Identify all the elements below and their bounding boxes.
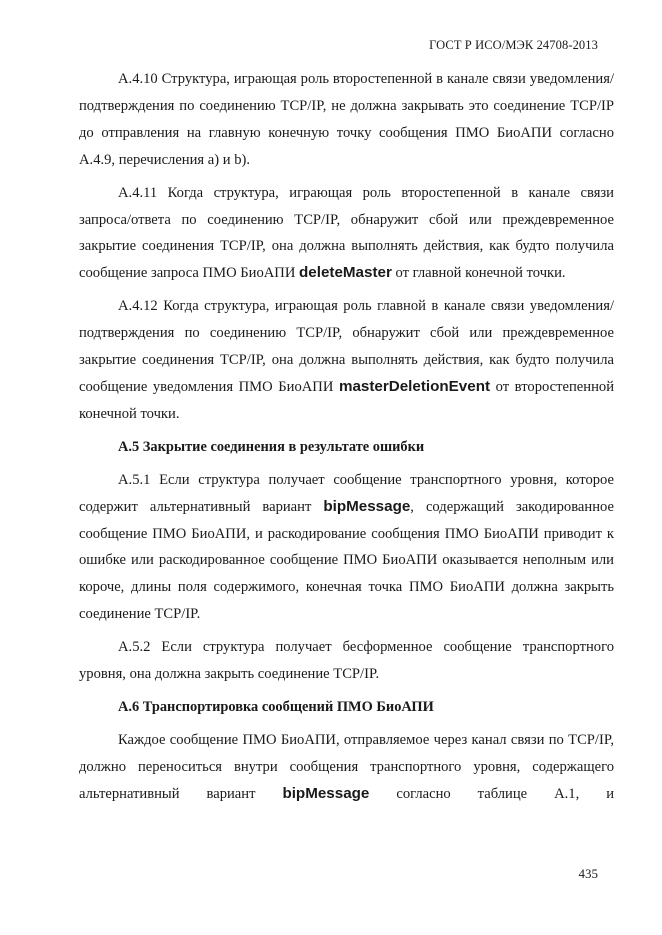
- paragraph-text: А.4.12 Когда структура, играющая роль главной в канале связи уведомления/подтверждения по соединению TCP/IP, обнаружит сбой или преждевременное закрытие соединения TCP/IP, она должна выполнять действия, как будто получила сообщение уведомления ПМО БиоАПИ: [79, 298, 614, 395]
- paragraph-a5-2: [79, 634, 614, 688]
- page-number: 435: [578, 866, 598, 881]
- paragraph-text: А.5.1 Если структура получает сообщение транспортного уровня, которое содержит альтернативный вариант: [79, 471, 614, 515]
- paragraph-a6: [79, 727, 614, 808]
- section-heading-a6: А.6 Транспортировка сообщений ПМО БиоАПИ: [118, 698, 434, 715]
- paragraph-text: А.5.2 Если структура получает бесформенное сообщение транспортного уровня, она должна закрыть соединение TCP/IP.: [79, 639, 614, 683]
- paragraph-text: согласно таблице А.1, и: [369, 785, 615, 802]
- section-heading-a5: А.5 Закрытие соединения в результате ошибки: [118, 438, 425, 455]
- code-term-bipmessage: bipMessage: [282, 784, 370, 802]
- paragraph-text: Каждое сообщение ПМО БиоАПИ, отправляемое через канал связи по TCP/IP, должно переноситься внутри сообщения транспортного уровня, содержащего альтернативный вариант: [79, 731, 614, 802]
- paragraph-text: А.4.11 Когда структура, играющая роль второстепенной в канале связи запроса/ответа по соединению TCP/IP, обнаружит сбой или преждевременное закрытие соединения TCP/IP, она должна выполнять действия, как будто получила сообщение запроса ПМО БиоАПИ: [79, 184, 614, 282]
- paragraph-a5-1: [79, 467, 614, 628]
- paragraph-text: А.4.10 Структура, играющая роль второстепенной в канале связи уведомления/подтверждения по соединению TCP/IP, не должна закрывать это соединение TCP/IP до отправления на главную конечную точку сообщения ПМО БиоАПИ согласно А.4.9, перечисления а) и b).: [79, 71, 614, 168]
- paragraph-text: , содержащий закодированное сообщение ПМО БиоАПИ, и раскодирование сообщения ПМО БиоАПИ приводит к ошибке или раскодированное сообщение ПМО БиоАПИ оказывается неполным или короче, длины поля содержимого, конечная точка ПМО БиоАПИ должна закрыть соединение TCP/IP.: [79, 498, 614, 623]
- code-term-masterdeletionevent: masterDeletionEvent: [338, 377, 491, 395]
- paragraph-text: от главной конечной точки.: [391, 265, 566, 282]
- paragraph-a4-11: [79, 180, 614, 288]
- paragraph-a4-10: [79, 66, 614, 174]
- code-term-bipmessage: bipMessage: [323, 497, 411, 515]
- code-term-deletemaster: deleteMaster: [299, 264, 392, 282]
- document-header: ГОСТ Р ИСО/МЭК 24708-2013: [429, 38, 598, 52]
- paragraph-a4-12: [79, 293, 614, 428]
- document-body: [79, 66, 614, 808]
- paragraph-text: от второстепенной конечной точки.: [79, 378, 614, 422]
